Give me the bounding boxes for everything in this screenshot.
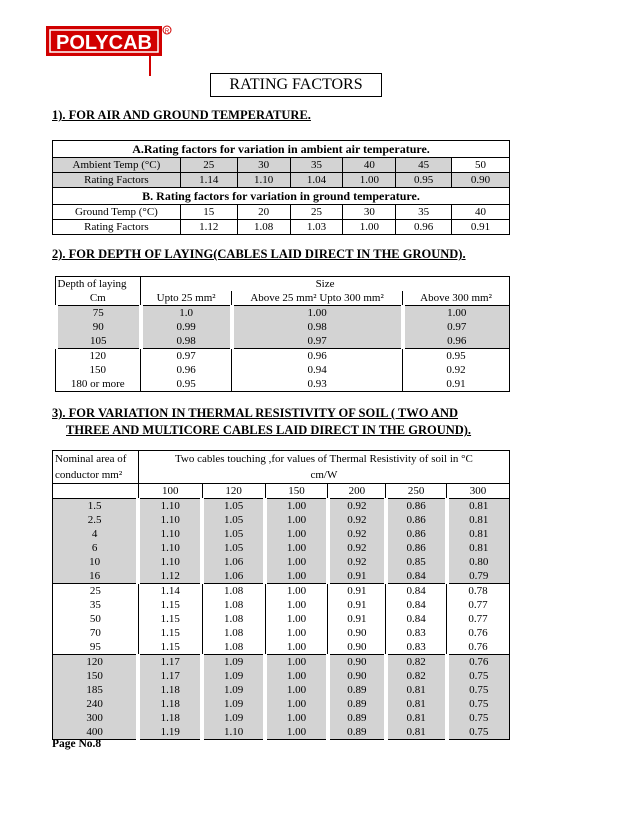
- table-cell: 1.00: [265, 541, 328, 555]
- table-cell: 0.96: [232, 349, 403, 364]
- table-cell: 1.00: [265, 626, 328, 640]
- table-row: [53, 640, 510, 655]
- table-cell: 150: [55, 363, 141, 377]
- unit-header: Cm: [55, 291, 141, 306]
- table-cell: 0.81: [386, 711, 447, 725]
- table-row: [53, 584, 510, 599]
- table-cell: 1.15: [138, 598, 202, 612]
- table-cell: 0.97: [141, 349, 232, 364]
- table-cell: 1.00: [265, 513, 328, 527]
- table-cell: 0.86: [386, 527, 447, 541]
- tableB-row2-label: Rating Factors: [53, 220, 181, 235]
- table-row: [53, 612, 510, 626]
- table-cell: 1.00: [265, 669, 328, 683]
- table-cell: 1.08: [202, 598, 265, 612]
- table-cell: 0.92: [328, 555, 386, 569]
- table-cell: 0.91: [328, 584, 386, 599]
- table-cell: 50: [53, 612, 139, 626]
- table-cell: 0.85: [386, 555, 447, 569]
- depth-of-laying-table: [52, 276, 510, 392]
- table-cell: 0.99: [141, 320, 232, 334]
- section1-heading: 1). FOR AIR AND GROUND TEMPERATURE.: [52, 108, 311, 122]
- table-cell: 1.00: [343, 220, 396, 235]
- table-row: [53, 683, 510, 697]
- table-cell: 70: [53, 626, 139, 640]
- table-cell: 0.98: [141, 334, 232, 349]
- table-cell: 0.83: [386, 626, 447, 640]
- table-cell: 6: [53, 541, 139, 555]
- table-cell: 0.95: [141, 377, 232, 392]
- table-cell: 1.00: [265, 612, 328, 626]
- col-area-header-line1: Nominal area of: [53, 451, 139, 468]
- table-cell: 1.00: [265, 527, 328, 541]
- table-cell: 400: [53, 725, 139, 740]
- sub-header: Upto 25 mm²: [141, 291, 232, 306]
- table-row: [53, 669, 510, 683]
- tableA-row1-label: Ambient Temp (°C): [53, 158, 181, 173]
- table-cell: 0.90: [328, 640, 386, 655]
- sub-header: 250: [386, 484, 447, 499]
- sub-header: 120: [202, 484, 265, 499]
- table-cell: 0.82: [386, 655, 447, 670]
- table-cell: 1.08: [202, 640, 265, 655]
- table-cell: 1.17: [138, 655, 202, 670]
- sub-header: 200: [328, 484, 386, 499]
- table-cell: 1.15: [138, 626, 202, 640]
- table-cell: 0.89: [328, 711, 386, 725]
- table-cell: 1.5: [53, 499, 139, 514]
- table-cell: 10: [53, 555, 139, 569]
- table-cell: 1.09: [202, 711, 265, 725]
- registered-mark: R: [164, 29, 170, 35]
- table-cell: 0.81: [386, 697, 447, 711]
- table-cell: 1.09: [202, 683, 265, 697]
- table-cell: 0.79: [447, 569, 510, 584]
- table-cell: 25: [53, 584, 139, 599]
- table-cell: 1.09: [202, 669, 265, 683]
- table-cell: 45: [396, 158, 452, 173]
- table-cell: 0.94: [232, 363, 403, 377]
- table-cell: 1.18: [138, 711, 202, 725]
- table-cell: 1.10: [138, 499, 202, 514]
- sub-header: Above 25 mm² Upto 300 mm²: [232, 291, 403, 306]
- col-resistivity-header-line1: Two cables touching ,for values of Thermal Resistivity of soil in °C: [138, 451, 509, 468]
- table-cell: 240: [53, 697, 139, 711]
- table-cell: 20: [237, 205, 290, 220]
- table-cell: 120: [53, 655, 139, 670]
- table-cell: 1.12: [180, 220, 237, 235]
- table-cell: 25: [290, 205, 343, 220]
- table-cell: 0.84: [386, 569, 447, 584]
- table-row: [55, 306, 510, 321]
- table-cell: 1.00: [265, 697, 328, 711]
- col-resistivity-header-line2: cm/W: [138, 467, 509, 484]
- air-ground-temp-table: [52, 140, 510, 235]
- section2-heading: 2). FOR DEPTH OF LAYING(CABLES LAID DIRECT IN THE GROUND).: [52, 247, 466, 261]
- tableB-row1-label: Ground Temp (°C): [53, 205, 181, 220]
- table-cell: 40: [343, 158, 396, 173]
- table-cell: 0.96: [141, 363, 232, 377]
- table-cell: 1.15: [138, 612, 202, 626]
- table-cell: 0.84: [386, 584, 447, 599]
- table-cell: 185: [53, 683, 139, 697]
- table-cell: 35: [53, 598, 139, 612]
- table-row: [53, 711, 510, 725]
- col-depth-header: Depth of laying: [55, 277, 141, 292]
- table-cell: 1.08: [202, 612, 265, 626]
- thermal-resistivity-table: [52, 450, 510, 740]
- table-cell: 0.89: [328, 683, 386, 697]
- table-cell: 1.17: [138, 669, 202, 683]
- table-row: [53, 626, 510, 640]
- table-cell: 1.12: [138, 569, 202, 584]
- table-cell: 1.05: [202, 527, 265, 541]
- table-cell: 0.89: [328, 725, 386, 740]
- tableA-title: A.Rating factors for variation in ambient air temperature.: [53, 141, 510, 158]
- table-cell: 30: [237, 158, 290, 173]
- table-cell: 1.00: [232, 306, 403, 321]
- table-cell: 0.75: [447, 711, 510, 725]
- table-cell: 0.91: [452, 220, 510, 235]
- table-cell: 1.14: [138, 584, 202, 599]
- table-cell: 1.00: [265, 655, 328, 670]
- table-cell: 0.86: [386, 541, 447, 555]
- table-row: [53, 569, 510, 584]
- table-cell: 0.75: [447, 697, 510, 711]
- table-cell: 40: [452, 205, 510, 220]
- table-cell: 0.82: [386, 669, 447, 683]
- table-cell: 1.08: [202, 584, 265, 599]
- table-cell: 0.76: [447, 640, 510, 655]
- table-cell: 0.95: [396, 173, 452, 188]
- table-cell: 0.91: [328, 598, 386, 612]
- table-cell: 30: [343, 205, 396, 220]
- sub-header: Above 300 mm²: [403, 291, 510, 306]
- table-cell: 0.81: [386, 683, 447, 697]
- table-cell: 1.00: [265, 569, 328, 584]
- table-cell: 15: [180, 205, 237, 220]
- table-cell: 180 or more: [55, 377, 141, 392]
- table-cell: 1.03: [290, 220, 343, 235]
- table-cell: 0.92: [328, 499, 386, 514]
- table-cell: 35: [290, 158, 343, 173]
- table-cell: 1.09: [202, 655, 265, 670]
- table-cell: 0.90: [328, 655, 386, 670]
- table-cell: 0.81: [447, 541, 510, 555]
- table-cell: 1.0: [141, 306, 232, 321]
- table-cell: 1.05: [202, 499, 265, 514]
- table-cell: 0.90: [328, 669, 386, 683]
- table-cell: 1.04: [290, 173, 343, 188]
- table-row: [53, 655, 510, 670]
- table-cell: 0.77: [447, 612, 510, 626]
- table-cell: 105: [55, 334, 141, 349]
- table-row: [53, 527, 510, 541]
- sub-header: 300: [447, 484, 510, 499]
- table-cell: 0.92: [403, 363, 510, 377]
- table-cell: 1.10: [138, 555, 202, 569]
- tableA-row2-label: Rating Factors: [53, 173, 181, 188]
- polycab-logo: [44, 16, 172, 80]
- table-cell: 120: [55, 349, 141, 364]
- table-row: [53, 598, 510, 612]
- table-cell: 0.92: [328, 513, 386, 527]
- table-row: [55, 377, 510, 392]
- table-cell: 0.81: [447, 527, 510, 541]
- table-cell: 0.96: [396, 220, 452, 235]
- table-cell: 0.95: [403, 349, 510, 364]
- table-row: [53, 541, 510, 555]
- sub-header: 100: [138, 484, 202, 499]
- table-cell: 1.08: [202, 626, 265, 640]
- table-cell: 0.98: [232, 320, 403, 334]
- table-cell: 1.14: [180, 173, 237, 188]
- table-cell: 0.86: [386, 513, 447, 527]
- table-cell: 95: [53, 640, 139, 655]
- table-cell: 1.06: [202, 555, 265, 569]
- table-cell: 16: [53, 569, 139, 584]
- table-cell: 1.15: [138, 640, 202, 655]
- table-cell: 1.00: [265, 499, 328, 514]
- table-cell: 1.10: [138, 513, 202, 527]
- page-title: RATING FACTORS: [210, 73, 382, 97]
- table-cell: 4: [53, 527, 139, 541]
- table-cell: 50: [452, 158, 510, 173]
- table-cell: 0.92: [328, 527, 386, 541]
- table-cell: 1.00: [265, 640, 328, 655]
- sub-header: 150: [265, 484, 328, 499]
- table-cell: 0.97: [403, 320, 510, 334]
- table-cell: 0.90: [452, 173, 510, 188]
- table-cell: 1.10: [237, 173, 290, 188]
- tableB-title: B. Rating factors for variation in ground temperature.: [53, 188, 510, 205]
- table-cell: 1.10: [138, 541, 202, 555]
- table-cell: 1.00: [403, 306, 510, 321]
- table-cell: 1.00: [265, 598, 328, 612]
- table-cell: 0.76: [447, 655, 510, 670]
- table-row: [53, 555, 510, 569]
- table-cell: 0.84: [386, 612, 447, 626]
- table-cell: 25: [180, 158, 237, 173]
- table-cell: 1.05: [202, 541, 265, 555]
- table-cell: 0.96: [403, 334, 510, 349]
- table-cell: 1.00: [265, 725, 328, 740]
- table-cell: 0.80: [447, 555, 510, 569]
- table-cell: 0.78: [447, 584, 510, 599]
- col-size-header: Size: [141, 277, 510, 292]
- table-cell: 1.10: [138, 527, 202, 541]
- table-cell: 0.75: [447, 725, 510, 740]
- table-cell: 0.91: [328, 569, 386, 584]
- table-row: [55, 320, 510, 334]
- table-cell: 150: [53, 669, 139, 683]
- logo-text: POLYCAB: [56, 32, 152, 54]
- table-row: [53, 499, 510, 514]
- table-cell: 0.81: [447, 513, 510, 527]
- table-cell: 0.93: [232, 377, 403, 392]
- page-number: Page No.8: [52, 738, 102, 750]
- section3-heading-line1: 3). FOR VARIATION IN THERMAL RESISTIVITY OF SOIL ( TWO AND: [52, 406, 458, 420]
- table-row: [53, 725, 510, 740]
- table-cell: 1.00: [265, 584, 328, 599]
- table-cell: 0.86: [386, 499, 447, 514]
- table-cell: 0.75: [447, 683, 510, 697]
- table-cell: 0.89: [328, 697, 386, 711]
- table-cell: 0.90: [328, 626, 386, 640]
- table-cell: 0.92: [328, 541, 386, 555]
- table-cell: 1.00: [265, 711, 328, 725]
- table-cell: 1.06: [202, 569, 265, 584]
- table-cell: 0.83: [386, 640, 447, 655]
- table-cell: 2.5: [53, 513, 139, 527]
- table-row: [53, 513, 510, 527]
- table-cell: 0.81: [447, 499, 510, 514]
- table-cell: 0.76: [447, 626, 510, 640]
- table-row: [55, 363, 510, 377]
- section3-heading-line2: THREE AND MULTICORE CABLES LAID DIRECT IN THE GROUND).: [66, 423, 472, 437]
- table-row: [55, 349, 510, 364]
- table-cell: 0.91: [403, 377, 510, 392]
- table-cell: 300: [53, 711, 139, 725]
- table-cell: 1.09: [202, 697, 265, 711]
- table-cell: 0.81: [386, 725, 447, 740]
- table-cell: 1.00: [343, 173, 396, 188]
- col-area-header-line2: conductor mm²: [53, 467, 139, 484]
- table-cell: 0.75: [447, 669, 510, 683]
- table-cell: 1.19: [138, 725, 202, 740]
- table-cell: 0.84: [386, 598, 447, 612]
- table-cell: 1.00: [265, 555, 328, 569]
- table-row: [55, 334, 510, 349]
- table-cell: 1.18: [138, 683, 202, 697]
- table-cell: 1.00: [265, 683, 328, 697]
- table-cell: 0.97: [232, 334, 403, 349]
- table-cell: 90: [55, 320, 141, 334]
- table-cell: 1.10: [202, 725, 265, 740]
- table-cell: 75: [55, 306, 141, 321]
- table-cell: 0.91: [328, 612, 386, 626]
- table-cell: 1.05: [202, 513, 265, 527]
- table-cell: 35: [396, 205, 452, 220]
- table-cell: 1.18: [138, 697, 202, 711]
- table-row: [53, 697, 510, 711]
- table-cell: 0.77: [447, 598, 510, 612]
- table-cell: 1.08: [237, 220, 290, 235]
